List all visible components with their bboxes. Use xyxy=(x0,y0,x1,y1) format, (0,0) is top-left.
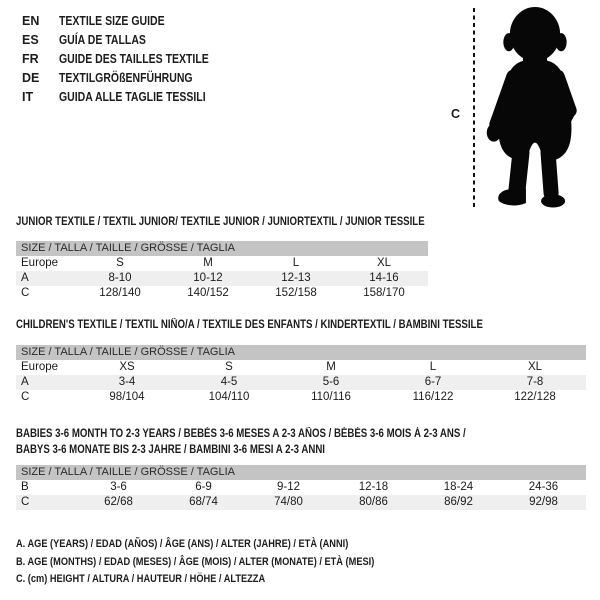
guide-title-en: TEXTILE SIZE GUIDE xyxy=(59,13,165,28)
table-cell: 24-36 xyxy=(528,481,559,493)
footnote-c xyxy=(16,571,443,589)
table-cell: 62/68 xyxy=(104,496,133,508)
table-row-europe xyxy=(16,256,428,271)
table-cell: 7-8 xyxy=(526,376,544,388)
children-table-title xyxy=(16,319,572,331)
table-cell: 104/110 xyxy=(208,391,250,403)
language-row-de xyxy=(22,68,237,87)
guide-title-it: GUIDA ALLE TAGLIE TESSILI xyxy=(59,89,206,104)
table-cell: 14-16 xyxy=(369,272,399,284)
row-label: Europe xyxy=(21,361,59,373)
table-cell: 116/122 xyxy=(412,391,454,403)
table-cell: M xyxy=(326,361,336,373)
babies-table-title-line2: BABYS 3-6 MONATE BIS 2-3 JAHRE / BAMBINI 3-6 MESI A 2-3 ANNI xyxy=(16,444,325,456)
table-cell: 18-24 xyxy=(443,481,474,493)
table-cell: L xyxy=(429,361,437,373)
table-cell: M xyxy=(203,257,213,269)
children-size-table xyxy=(16,345,586,405)
footnote-b xyxy=(16,554,443,572)
table-cell: 4-5 xyxy=(220,376,238,388)
table-cell: XL xyxy=(376,257,392,269)
table-cell: 10-12 xyxy=(193,272,223,284)
language-code: IT xyxy=(22,89,34,104)
footnote-a-text: A. AGE (YEARS) / EDAD (AÑOS) / ÂGE (ANS) / ALTER (JAHRE) / ETÀ (ANNI) xyxy=(16,538,349,550)
children-table-title-text: CHILDREN'S TEXTILE / TEXTIL NIÑO/A / TEXTILE DES ENFANTS / KINDERTEXTIL / BAMBINI TESSILE xyxy=(16,319,483,331)
language-title-list xyxy=(22,11,237,106)
table-row-europe xyxy=(16,360,586,375)
table-cell: 110/116 xyxy=(311,391,351,403)
language-code: EN xyxy=(22,13,40,28)
babies-table-title-line1: BABIES 3-6 MONTH TO 2-3 YEARS / BEBÉS 3-6 MESES A 2-3 AÑOS / BÉBÉS 3-6 MOIS À 2-3 ANS / xyxy=(16,428,466,440)
row-label: Europe xyxy=(21,257,59,269)
table-cell: S xyxy=(116,257,124,269)
table-cell: 122/128 xyxy=(514,391,556,403)
language-code: DE xyxy=(22,70,40,85)
baby-silhouette-icon xyxy=(478,4,592,208)
table-cell: 5-6 xyxy=(322,376,340,388)
table-row-age xyxy=(16,375,586,390)
row-label: B xyxy=(21,481,29,493)
guide-title-fr: GUIDE DES TAILLES TEXTILE xyxy=(59,51,209,66)
babies-size-table xyxy=(16,465,586,510)
junior-table-title xyxy=(16,216,502,228)
table-cell: 6-9 xyxy=(195,481,212,493)
junior-size-table xyxy=(16,241,428,301)
size-header-bar: SIZE / TALLA / TAILLE / GRÖSSE / TAGLIA xyxy=(16,241,428,256)
table-cell: 6-7 xyxy=(424,376,442,388)
table-cell: 92/98 xyxy=(529,496,558,508)
footnote-legend xyxy=(16,536,443,589)
babies-table-title xyxy=(16,426,551,458)
table-cell: 9-12 xyxy=(276,481,301,493)
row-label: C xyxy=(21,496,30,508)
table-cell: XL xyxy=(527,361,543,373)
guide-title-es: GUÍA DE TALLAS xyxy=(59,32,146,47)
table-cell: 152/158 xyxy=(275,287,317,299)
table-row-age-months xyxy=(16,480,586,495)
table-cell: S xyxy=(225,361,233,373)
height-measure-dashed-line xyxy=(473,8,475,209)
table-cell: 3-4 xyxy=(118,376,136,388)
row-label: A xyxy=(21,376,29,388)
row-label: A xyxy=(21,272,29,284)
table-row-height xyxy=(16,286,428,301)
table-cell: 98/104 xyxy=(109,391,145,403)
footnote-b-text: B. AGE (MONTHS) / EDAD (MESES) / ÂGE (MOIS) / ALTER (MONATE) / ETÀ (MESI) xyxy=(16,555,375,568)
table-cell: 12-13 xyxy=(281,272,311,284)
table-row-height xyxy=(16,495,586,510)
junior-table-title-text: JUNIOR TEXTILE / TEXTIL JUNIOR/ TEXTILE JUNIOR / JUNIORTEXTIL / JUNIOR TESSILE xyxy=(16,216,425,228)
language-code: ES xyxy=(22,32,39,47)
table-cell: 140/152 xyxy=(187,287,229,299)
table-cell: 86/92 xyxy=(444,496,473,508)
table-cell: 128/140 xyxy=(99,287,141,299)
table-cell: 80/86 xyxy=(359,496,388,508)
table-cell: 8-10 xyxy=(108,272,132,284)
row-label: C xyxy=(21,391,30,403)
table-row-age xyxy=(16,271,428,286)
table-cell: 68/74 xyxy=(189,496,218,508)
footnote-c-text: C. (cm) HEIGHT / ALTURA / HAUTEUR / HÖHE / ALTEZZA xyxy=(16,573,266,585)
size-header-bar: SIZE / TALLA / TAILLE / GRÖSSE / TAGLIA xyxy=(16,465,586,480)
footnote-a xyxy=(16,536,443,554)
table-cell: 3-6 xyxy=(110,481,127,493)
table-cell: 12-18 xyxy=(358,481,389,493)
table-cell: 158/170 xyxy=(363,287,405,299)
table-cell: 74/80 xyxy=(274,496,303,508)
language-row-en xyxy=(22,11,237,30)
table-cell: L xyxy=(292,257,300,269)
guide-title-de: TEXTILGRÖßENFÜHRUNG xyxy=(59,70,193,85)
height-measure-label: C xyxy=(451,107,461,121)
table-row-height xyxy=(16,390,586,405)
language-code: FR xyxy=(22,51,39,66)
size-header-bar: SIZE / TALLA / TAILLE / GRÖSSE / TAGLIA xyxy=(16,345,586,360)
table-cell: XS xyxy=(119,361,135,373)
language-row-es xyxy=(22,30,237,49)
language-row-fr xyxy=(22,49,237,68)
row-label: C xyxy=(21,287,30,299)
language-row-it xyxy=(22,87,237,106)
